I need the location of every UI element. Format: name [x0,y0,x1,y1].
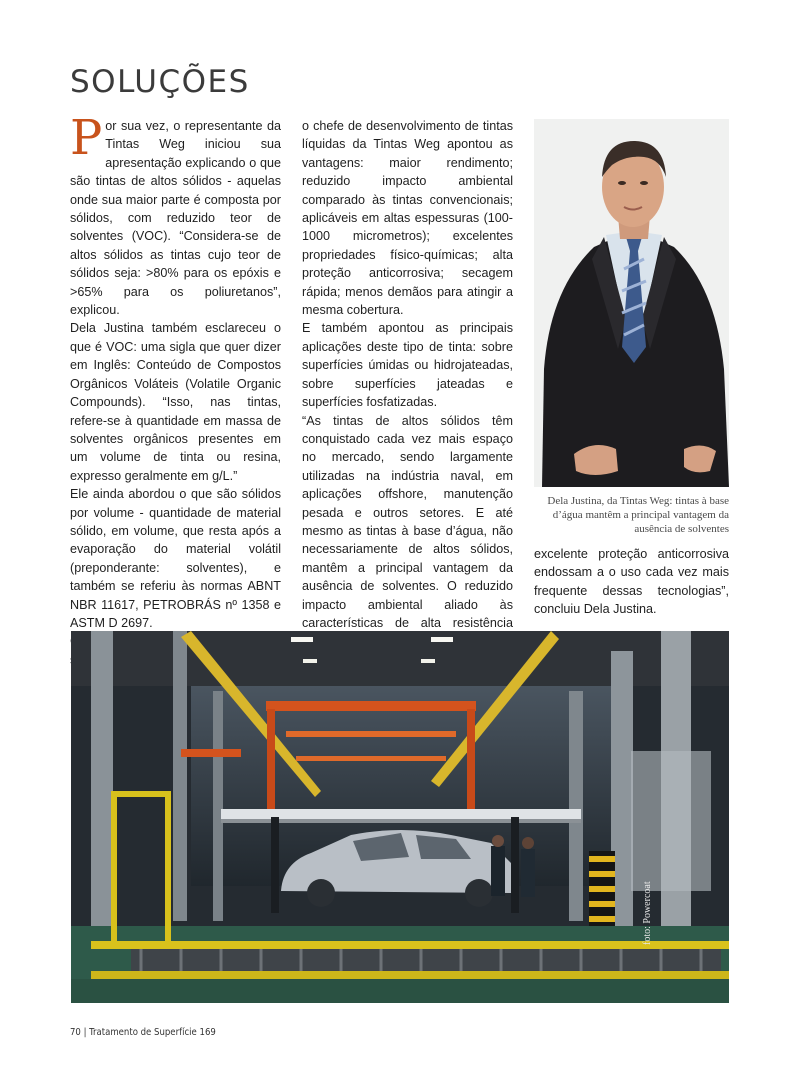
paragraph [70,110,281,319]
paragraph: o chefe de desenvolvimento de tintas líquidas da Tintas Weg apontou as vantagens: maior rendimento; reduzido impacto ambiental comparado às tintas convencionais; aplicáveis em altas espessuras (100-1000 micrometros); excelentes propriedades físico-químicas; alta proteção anticorrosiva; secagem rápida; menos demãos para atingir a mesma cobertura. [302,119,513,318]
article-column-2 [302,117,513,651]
portrait-photo [534,119,729,487]
factory-photo [71,631,729,1003]
paragraph-text: or sua vez, o representante da Tintas Weg iniciou sua apresentação explicando o que são tintas de altos sólidos - aquelas onde sua maior parte é composta por sólidos, com reduzido teor de solventes (VOC). “Considera-se de altos sólidos as tintas cujo teor de sólidos seja: >80% para os epóxis e >65% para os poliuretanos”, explicou. [70,119,281,318]
page-footer: 70 | Tratamento de Superfície 169 [70,1027,216,1038]
article-column-1 [70,110,281,669]
paragraph: E também apontou as principais aplicações deste tipo de tinta: sobre superfícies úmidas ou hidrojateadas, sobre superfícies jateadas e superfícies fosfatizadas. [302,321,513,410]
paragraph: “As tintas de altos sólidos têm conquistado cada vez mais espaço no mercado, sendo largamente utilizadas na indústria naval, em aplicações offshore, manutenção pesada e outros setores. E até mesmo as tintas à base d’água, não necessariamente de altos sólidos, mantêm a principal vantagem da ausência de solventes. O reduzido impacto ambiental aliado às características de alta resistência [302,413,513,630]
paragraph: Dela Justina também esclareceu o que é VOC: uma sigla que quer dizer em Inglês: Conteúdo de Compostos Orgânicos Voláteis (Volatile Organic Compounds). “Isso, nas tintas, refere-se à quantidade em massa de solventes orgânicos presentes em um volume de tinta ou resina, expresso geralmente em g/L.” [70,321,281,483]
photo-caption: Dela Justina, da Tintas Weg: tintas à base d’água mantêm a principal vantagem da ausência de solventes [547,495,729,535]
drop-cap: P [70,110,103,166]
portrait-illustration [534,119,729,487]
photo-credit: foto: Powercoat [642,881,653,945]
article-column-3 [534,545,729,619]
paragraph: Ele ainda abordou o que são sólidos por volume - quantidade de material sólido, em volume, que resta após a evaporação do material volátil (preponderante: solventes), e também se referiu às normas ABNT NBR 11617, PETROBRÁS nº 1358 e ASTM D 2697. [70,487,281,630]
factory-illustration [71,631,729,1003]
paragraph: excelente proteção anticorrosiva endossam a o uso cada vez mais frequente dessas tecnologias”, concluiu Dela Justina. [534,547,729,617]
section-title: SOLUÇÕES [70,64,250,100]
